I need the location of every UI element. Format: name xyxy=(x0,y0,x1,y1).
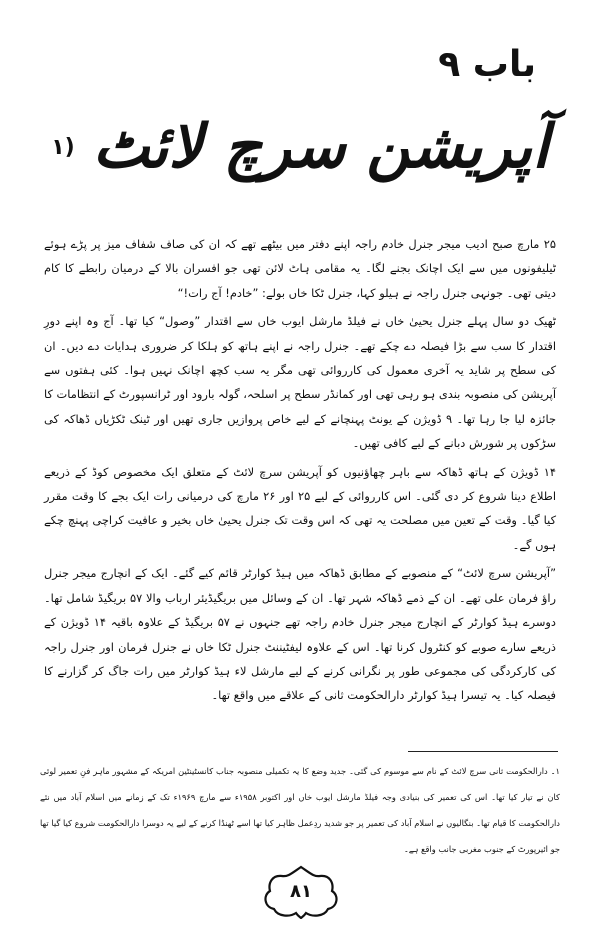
page-number: ۸۱ xyxy=(290,881,312,902)
page-number-ornament xyxy=(260,863,342,919)
footnote-divider xyxy=(408,751,558,752)
footnote: ۱۔ دارالحکومت ثانی سرچ لائٹ کے نام سے موسوم کی گئی۔ جدید وضع کا یہ تکمیلی منصوبہ جناب کانسٹینٹین امریکہ کے مشہور ماہر فنِ تعمیر لوئی کان نے تیار کیا تھا۔ اس کی تعمیر کی بنیادی وجہ فیلڈ مارشل ایوب خاں اور اکتوبر ۱۹۵۸ء سے مارچ ۱۹۶۹ء تک کے زمانے میں اسلام آباد میں نئے دارالحکومت کا قیام تھا۔ بنگالیوں نے اسلام آباد کی تعمیر پر جو شدید ردِعمل ظاہر کیا تھا اسے ٹھنڈا کرنے کے لیے یہ دوسرا دارالحکومت شروع کیا گیا تھا جو ائیرپورٹ کے جنوب مغربی جانب واقع ہے۔ xyxy=(40,766,560,854)
chapter-heading: باب ۹ xyxy=(438,44,536,85)
chapter-title xyxy=(51,112,549,182)
title-footnote-ref: (۱ xyxy=(51,134,75,160)
paragraph-4: ”آپریشن سرچ لائٹ“ کے منصوبے کے مطابق ڈھاکہ میں ہیڈ کوارٹر قائم کیے گئے۔ ایک کے انچارج میجر جنرل راؤ فرمان علی تھے۔ ان کے ذمے ڈھاکہ شہر تھا۔ ان کے وسائل میں بریگیڈیئر ارباب والا ۵۷ بریگیڈ شامل تھا۔ دوسرے ہیڈ کوارٹر کے انچارج میجر جنرل خادم راجہ تھے جنہوں نے ۵۷ بریگیڈ کے علاوہ باقیہ ۱۴ ڈویژن کے ذریعے سارے صوبے کو کنٹرول کرنا تھا۔ اس کے علاوہ لیفٹیننٹ جنرل ٹکا خاں نے جنرل فرمان اور جنرل راجہ کی کارکردگی کی مجموعی طور پر نگرانی کرنے کے لیے مارشل لاء ہیڈ کوارٹر میں رات جاگ کر گزارنے کا فیصلہ کیا۔ یہ تیسرا ہیڈ کوارٹر دارالحکومت ثانی کے علاقے میں واقع تھا۔ xyxy=(44,566,556,703)
paragraph-3: ۱۴ ڈویژن کے ہاتھ ڈھاکہ سے باہر چھاؤنیوں کو آپریشن سرچ لائٹ کے متعلق ایک مخصوص کوڈ کے ذریعے اطلاع دینا شروع کر دی گئی۔ اس کارروائی کے لیے ۲۵ اور ۲۶ مارچ کی درمیانی رات ایک بجے کا وقت مقرر کیا گیا۔ وقت کے تعین میں مصلحت یہ تھی کہ اس وقت تک جنرل یحییٰ خاں بخیر و عافیت کراچی پہنچ چکے ہوں گے۔ xyxy=(44,464,556,552)
paragraph-2: ٹھیک دو سال پہلے جنرل یحییٰ خاں نے فیلڈ مارشل ایوب خاں سے اقتدار ”وصول“ کیا تھا۔ آج وہ اپنے دورِ اقتدار کا سب سے بڑا فیصلہ دے چکے تھے۔ جنرل راجہ نے اپنے ہاتھ کو ہلکا کر ضروری ہدایات دے دیں۔ ان کی سطح پر شاید یہ آخری معمول کی کارروائی تھی مگر یہ سب کچھ اچانک نہیں ہوا۔ کئی ہفتوں سے آپریشن کی منصوبہ بندی ہو رہی تھی اور کمانڈر سطح پر اسلحہ، گولہ بارود اور ٹرانسپورٹ کے انتظامات کا جائزہ لیا جا رہا تھا۔ ۹ ڈویژن کے یونٹ پہنچانے کے لیے خاص پروازیں جاری تھیں اور ٹینک ٹکڑیاں ڈھاکہ کی سڑکوں پر شورش دبانے کے لیے کافی تھیں۔ xyxy=(44,314,556,451)
body-text xyxy=(44,232,556,708)
chapter-title-text: آپریشن سرچ لائٹ xyxy=(92,112,549,182)
paragraph-1: ۲۵ مارچ صبح ادیب میجر جنرل خادم راجہ اپنے دفتر میں بیٹھے تھے کہ ان کی صاف شفاف میز پر پڑے ہوئے ٹیلیفونوں میں سے ایک اچانک بجنے لگا۔ یہ مقامی ہاٹ لائن تھی جو افسران بالا کے درمیان رابطے کا کام دیتی تھی۔ جونہی جنرل راجہ نے ہیلو کہا، جنرل ٹکا خاں بولے: ”خادم! آج رات!“ xyxy=(44,237,556,300)
